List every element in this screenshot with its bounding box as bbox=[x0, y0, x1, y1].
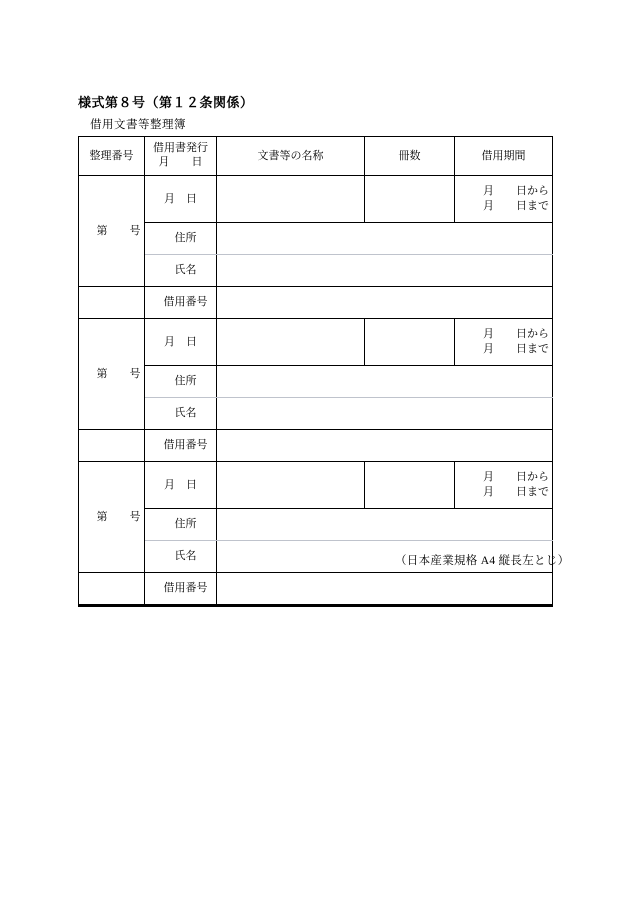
entry-number-1[interactable]: 第 号 bbox=[79, 176, 145, 287]
table-row bbox=[79, 176, 553, 223]
header-issue-date-line2: 月 日 bbox=[158, 156, 203, 168]
loan-number-value-1[interactable] bbox=[217, 287, 553, 319]
table-row bbox=[79, 366, 553, 398]
header-volume-count: 冊数 bbox=[365, 137, 455, 176]
loan-period-to-2: 月 日まで bbox=[483, 343, 549, 355]
table-row bbox=[79, 223, 553, 255]
loan-number-value-2[interactable] bbox=[217, 430, 553, 462]
loan-period-from-3: 月 日から bbox=[483, 471, 549, 484]
header-seiri-bango: 整理番号 bbox=[79, 137, 145, 176]
volume-count-3[interactable] bbox=[365, 462, 455, 509]
table-row bbox=[79, 462, 553, 509]
address-label-2: 住所 bbox=[145, 366, 217, 398]
loan-period-from-2: 月 日から bbox=[483, 328, 549, 341]
ledger-table bbox=[78, 136, 553, 607]
address-label-1: 住所 bbox=[145, 223, 217, 255]
header-issue-date-line1: 借用書発行 bbox=[153, 142, 208, 155]
loan-number-label-3: 借用番号 bbox=[145, 573, 217, 606]
table-row bbox=[79, 319, 553, 366]
header-issue-date bbox=[145, 137, 217, 176]
entry-number-3[interactable]: 第 号 bbox=[79, 462, 145, 573]
address-value-3[interactable] bbox=[217, 509, 553, 541]
document-name-2[interactable] bbox=[217, 319, 365, 366]
header-loan-period: 借用期間 bbox=[455, 137, 553, 176]
form-subtitle: 借用文書等整理簿 bbox=[90, 119, 186, 131]
page-title: 様式第８号（第１２条関係） bbox=[78, 95, 254, 110]
table-row bbox=[79, 509, 553, 541]
issue-date-3[interactable]: 月 日 bbox=[145, 462, 217, 509]
spacer-cell-2 bbox=[79, 430, 145, 462]
table-row bbox=[79, 398, 553, 430]
header-document-name: 文書等の名称 bbox=[217, 137, 365, 176]
name-label-3: 氏名 bbox=[145, 541, 217, 573]
issue-date-2[interactable]: 月 日 bbox=[145, 319, 217, 366]
table-row bbox=[79, 573, 553, 606]
volume-count-1[interactable] bbox=[365, 176, 455, 223]
address-value-1[interactable] bbox=[217, 223, 553, 255]
loan-number-label-1: 借用番号 bbox=[145, 287, 217, 319]
document-name-1[interactable] bbox=[217, 176, 365, 223]
loan-period-to-3: 月 日まで bbox=[483, 486, 549, 498]
loan-period-1[interactable] bbox=[455, 176, 553, 223]
address-value-2[interactable] bbox=[217, 366, 553, 398]
table-row bbox=[79, 430, 553, 462]
loan-number-label-2: 借用番号 bbox=[145, 430, 217, 462]
volume-count-2[interactable] bbox=[365, 319, 455, 366]
entry-number-2[interactable]: 第 号 bbox=[79, 319, 145, 430]
table-row bbox=[79, 255, 553, 287]
table-header-row bbox=[79, 137, 553, 176]
name-value-2[interactable] bbox=[217, 398, 553, 430]
loan-period-2[interactable] bbox=[455, 319, 553, 366]
address-label-3: 住所 bbox=[145, 509, 217, 541]
loan-period-from-1: 月 日から bbox=[483, 185, 549, 198]
name-label-1: 氏名 bbox=[145, 255, 217, 287]
loan-period-to-1: 月 日まで bbox=[483, 200, 549, 212]
paper-size-note: （日本産業規格 A4 縦長左とじ） bbox=[395, 555, 570, 567]
name-value-1[interactable] bbox=[217, 255, 553, 287]
name-label-2: 氏名 bbox=[145, 398, 217, 430]
loan-number-value-3[interactable] bbox=[217, 573, 553, 606]
loan-period-3[interactable] bbox=[455, 462, 553, 509]
spacer-cell-1 bbox=[79, 287, 145, 319]
issue-date-1[interactable]: 月 日 bbox=[145, 176, 217, 223]
spacer-cell-3 bbox=[79, 573, 145, 606]
table-row bbox=[79, 287, 553, 319]
document-name-3[interactable] bbox=[217, 462, 365, 509]
